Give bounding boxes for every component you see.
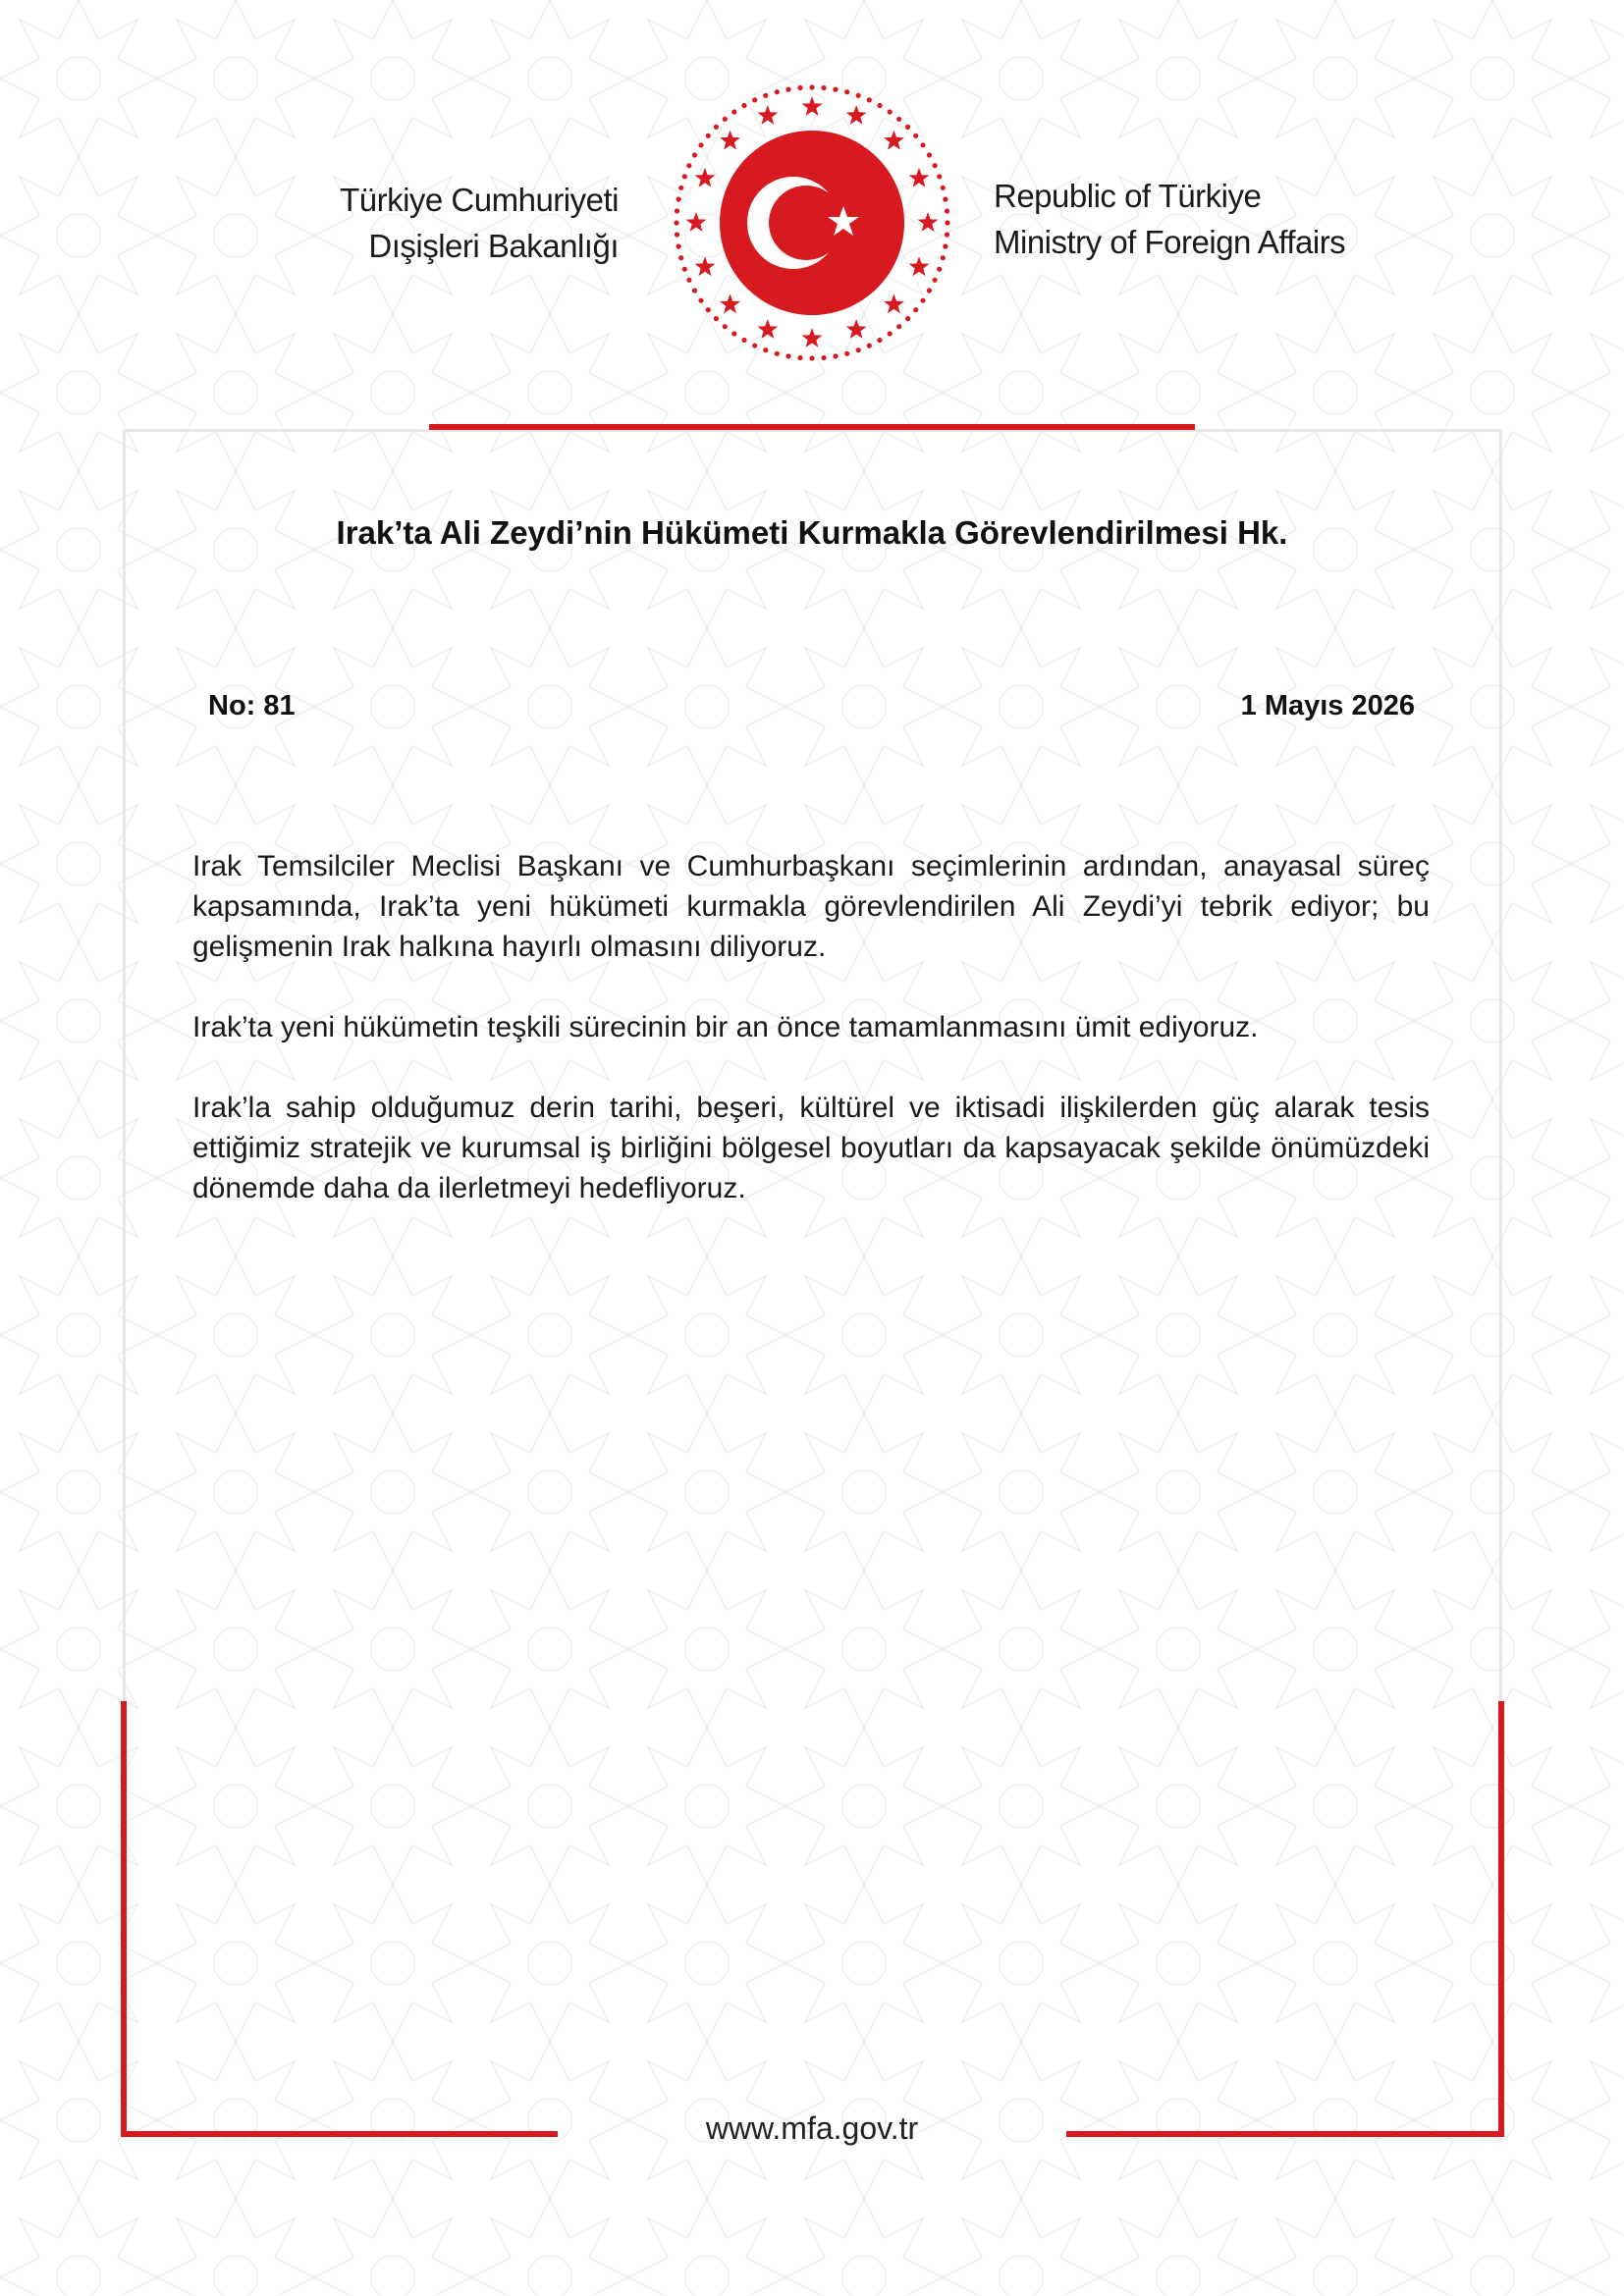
frame-accent-bottom-left — [121, 2131, 558, 2137]
ministry-name-english — [994, 173, 1367, 265]
seal-star-icon — [757, 319, 778, 339]
header-left-line2: Dışişleri Bakanlığı — [368, 228, 619, 264]
statement-title: Irak’ta Ali Zeydi’nin Hükümeti Kurmakla Görevlendirilmesi Hk. — [336, 514, 1288, 551]
seal-star-icon — [695, 256, 716, 276]
footer-website-link[interactable]: www.mfa.gov.tr — [705, 2110, 919, 2146]
paragraph: Irak’la sahip olduğumuz derin tarihi, beşeri, kültürel ve iktisadi ilişkilerden güç alarak tesis ettiğimiz stratejik ve kurumsal iş birliğini bölgesel boyutları da kapsayacak şekilde önümüzdeki dönemde daha da ilerletmeyi hedefliyoruz. — [192, 1092, 1430, 1204]
seal-star-icon — [695, 168, 716, 187]
seal-star-icon — [918, 212, 939, 232]
header-right-line1: Republic of Türkiye — [994, 178, 1262, 214]
seal-star-icon — [720, 294, 740, 313]
ministry-name-turkish — [295, 177, 619, 269]
paragraph: Irak Temsilciler Meclisi Başkanı ve Cumhurbaşkanı seçimlerinin ardından, anayasal süreç kapsamında, Irak’ta yeni hükümeti kurmakla görevlendirilen Ali Zeydi’yi tebrik ediyor; bu gelişmenin Irak halkına hayırlı olmasını diliyoruz. — [192, 850, 1430, 963]
frame-accent-bottom-right — [1066, 2131, 1504, 2137]
frame-border-left — [123, 429, 126, 1705]
seal-star-icon — [846, 105, 867, 125]
seal-star-icon — [686, 212, 707, 232]
statement-number: No: 81 — [208, 690, 296, 721]
seal-star-icon — [884, 131, 904, 150]
header-right-line2: Ministry of Foreign Affairs — [994, 224, 1346, 260]
seal-star-icon — [757, 105, 778, 125]
seal-star-icon — [884, 294, 904, 313]
seal-star-icon — [909, 256, 930, 276]
frame-accent-right — [1498, 1701, 1504, 2137]
frame-accent-left — [121, 1701, 127, 2137]
ministry-seal-logo — [672, 82, 952, 363]
frame-border-right — [1499, 429, 1502, 1705]
paragraph: Irak’ta yeni hükümetin teşkili sürecinin bir an önce tamamlanmasını ümit ediyoruz. — [192, 1011, 1259, 1043]
seal-star-icon — [909, 168, 930, 187]
seal-star-icon — [802, 96, 823, 116]
header-left-line1: Türkiye Cumhuriyeti — [340, 182, 619, 218]
seal-star-icon — [802, 328, 823, 347]
seal-star-icon — [720, 131, 740, 150]
seal-star-icon — [846, 319, 867, 339]
statement-date: 1 Mayıs 2026 — [1240, 690, 1415, 721]
statement-body — [192, 846, 1430, 1208]
frame-accent-top — [429, 424, 1195, 430]
